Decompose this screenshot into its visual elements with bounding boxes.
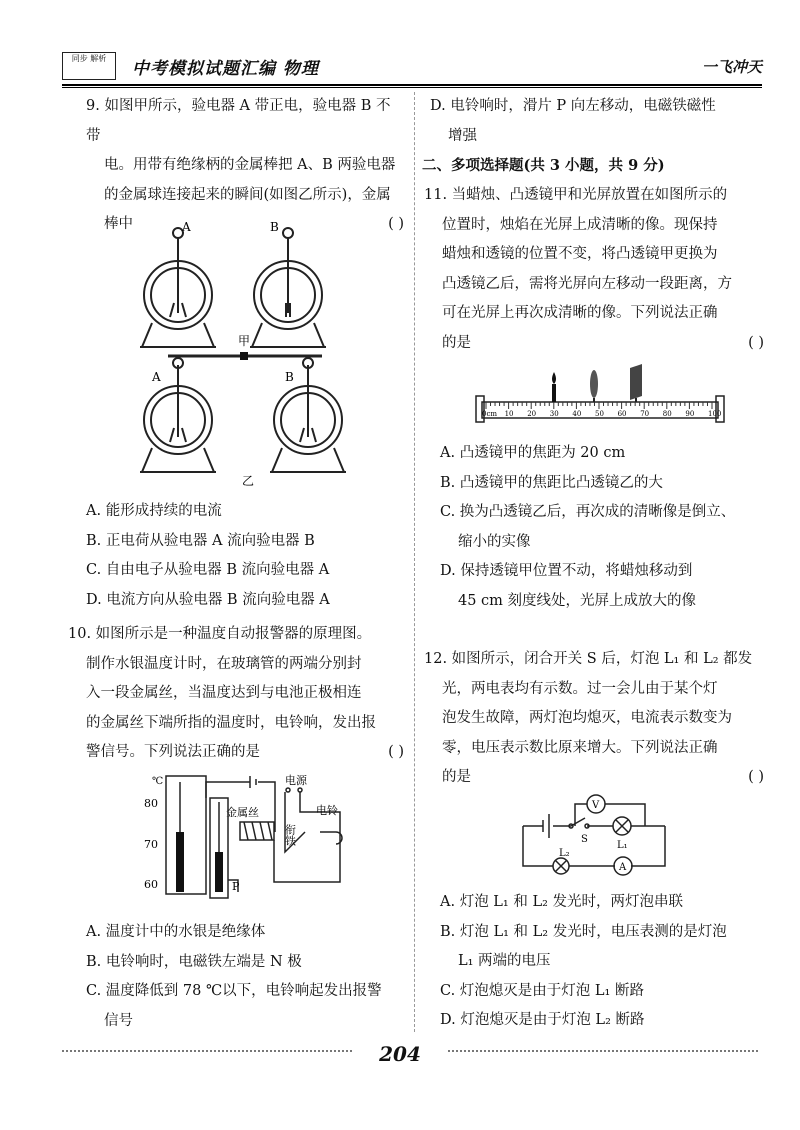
tick-60: 60 [144, 878, 158, 891]
q9-line: 9. 如图甲所示，验电器 A 带正电，验电器 B 不带 [86, 98, 391, 144]
tick-70: 70 [144, 838, 158, 851]
column-divider [414, 92, 415, 1032]
scale-label: 80 [662, 410, 672, 418]
q12-line: 12. 如图所示，闭合开关 S 后，灯泡 L₁ 和 L₂ 都发 [424, 651, 753, 667]
scale-label: 100 [708, 410, 722, 418]
q12-line: 零，电压表示数比原来增大。下列说法正确 [442, 739, 718, 756]
q10-line: 警信号。下列说法正确的是 ( ) [68, 738, 404, 768]
option-c: C. 灯泡熄灭是由于灯泡 L₁ 断路 [440, 982, 644, 999]
q10-line: 10. 如图所示是一种温度自动报警器的原理图。 [68, 626, 372, 642]
slider-label: P [232, 880, 240, 893]
option-b: B. 正电荷从验电器 A 流向验电器 B [86, 532, 315, 549]
q11-line: 11. 当蜡烛、凸透镜甲和光屏放置在如图所示的 [424, 187, 728, 203]
mercury-column [176, 832, 184, 892]
option-b: B. 凸透镜甲的焦距比凸透镜乙的大 [440, 474, 663, 491]
voltmeter-label: V [592, 800, 600, 811]
header-rule-thin [62, 87, 762, 88]
insulated-handle [240, 352, 248, 360]
q10-option-d [422, 92, 770, 181]
q12-line: 光，两电表均有示数。过一会儿由于某个灯 [442, 680, 718, 697]
light-screen [630, 364, 642, 400]
label-b-jia: B [270, 220, 279, 234]
ammeter-label: A [619, 862, 627, 873]
q11-options [440, 439, 760, 617]
candle [552, 384, 556, 402]
option-c-cont: 信号 [104, 1012, 133, 1029]
switch-label: S [581, 834, 588, 845]
q12-options [440, 888, 760, 1036]
q11-line: 可在光屏上再次成清晰的像。下列说法正确 [442, 305, 718, 322]
q10-options [86, 918, 404, 1036]
armature-label: 衔铁 [283, 824, 297, 846]
label-jia: 甲 [238, 334, 251, 348]
answer-paren: ( ) [388, 216, 404, 233]
header-rule [62, 84, 762, 86]
brand-name: 一飞冲天 [701, 58, 762, 76]
q11-optical-bench [472, 362, 732, 436]
scale-label: 40 [572, 410, 582, 418]
option-c: C. 换为凸透镜乙后，再次成的清晰像是倒立、 [440, 504, 736, 521]
q10-line: 入一段金属丝，当温度达到与电池正极相连 [86, 685, 362, 702]
option-a: A. 灯泡 L₁ 和 L₂ 发光时，两灯泡串联 [440, 894, 684, 910]
power-label: 电源 [285, 774, 307, 787]
scale-label: 50 [595, 410, 604, 418]
celsius-label: ℃ [152, 776, 164, 787]
page-header [62, 48, 762, 82]
q10-line: 的金属丝下端所指的温度时，电铃响，发出报 [86, 714, 376, 731]
l1-label: L₁ [617, 840, 628, 851]
scale-label: 30 [549, 410, 559, 418]
option-b: B. 电铃响时，电磁铁左端是 N 极 [86, 953, 302, 970]
footer-dots-left [62, 1050, 352, 1056]
l2-label: L₂ [559, 848, 570, 859]
wire-label: 金属丝 [226, 806, 259, 819]
scale-label: 70 [640, 410, 650, 418]
option-c-cont: 缩小的实像 [458, 533, 531, 550]
option-a: A. 温度计中的水银是绝缘体 [86, 924, 266, 940]
q11-stem [424, 181, 764, 359]
option-d-cont: 增强 [448, 127, 477, 144]
option-c: C. 自由电子从验电器 B 流向验电器 A [86, 562, 330, 579]
scale-label: 90 [685, 410, 695, 418]
book-logo: 同步 解析 [62, 52, 116, 80]
bell-label: 电铃 [316, 804, 338, 817]
scale-label: 10 [504, 410, 514, 418]
q9-figure [130, 215, 360, 490]
answer-paren: ( ) [748, 769, 764, 786]
option-a: A. 能形成持续的电流 [86, 503, 222, 519]
scale-label: 20 [527, 410, 537, 418]
label-a-jia: A [182, 220, 191, 234]
answer-paren: ( ) [388, 744, 404, 761]
q11-line: 的是 ( ) [424, 329, 764, 359]
option-b-cont: L₁ 两端的电压 [458, 953, 551, 970]
tick-80: 80 [144, 797, 158, 810]
q11-line: 位置时，烛焰在光屏上成清晰的像。现保持 [442, 216, 718, 233]
q10-stem [68, 620, 404, 768]
option-b: B. 灯泡 L₁ 和 L₂ 发光时，电压表测的是灯泡 [440, 923, 727, 940]
q9-line: 电。用带有绝缘柄的金属棒把 A、B 两验电器 [104, 157, 396, 174]
q10-figure [140, 772, 390, 912]
option-d: D. 保持透镜甲位置不动，将蜡烛移动到 [440, 563, 693, 580]
option-c: C. 温度降低到 78 ℃以下，电铃响起发出报警 [86, 983, 382, 1000]
label-a-yi: A [152, 370, 161, 384]
q9-line: 棒中 ( ) [86, 210, 404, 240]
scale-label: 0cm [482, 410, 498, 418]
footer-dots-right [448, 1050, 758, 1056]
q11-line: 凸透镜乙后，需将光屏向左移动一段距离，方 [442, 275, 732, 292]
q12-line: 的是 ( ) [424, 763, 764, 793]
candle-flame [552, 372, 556, 384]
section-heading: 二、多项选择题(共 3 小题，共 9 分) [422, 157, 665, 175]
q12-circuit [515, 792, 675, 882]
q9-line: 的金属球连接起来的瞬间(如图乙所示)，金属 [104, 186, 391, 203]
option-d: D. 电流方向从验电器 B 流向验电器 A [86, 591, 330, 608]
option-d-cont: 45 cm 刻度线处，光屏上成放大的像 [458, 592, 697, 609]
q12-line: 泡发生故障，两灯泡均熄灭，电流表示数变为 [442, 710, 732, 727]
q10-line: 制作水银温度计时，在玻璃管的两端分别封 [86, 655, 362, 672]
convex-lens [590, 370, 598, 398]
mercury-column-2 [215, 852, 223, 892]
book-title: 中考模拟试题汇编 物理 [132, 59, 319, 79]
option-a: A. 凸透镜甲的焦距为 20 cm [440, 445, 626, 461]
q9-options [86, 497, 404, 615]
answer-paren: ( ) [748, 334, 764, 351]
option-d: D. 电铃响时，滑片 P 向左移动，电磁铁磁性 [430, 98, 716, 114]
label-yi: 乙 [242, 474, 255, 488]
q11-line: 蜡烛和透镜的位置不变，将凸透镜甲更换为 [442, 246, 718, 263]
option-d: D. 灯泡熄灭是由于灯泡 L₂ 断路 [440, 1012, 645, 1029]
q12-stem [424, 645, 764, 793]
page-number: 204 [379, 1042, 421, 1066]
label-b-yi: B [285, 370, 294, 384]
scale-label: 60 [617, 410, 627, 418]
